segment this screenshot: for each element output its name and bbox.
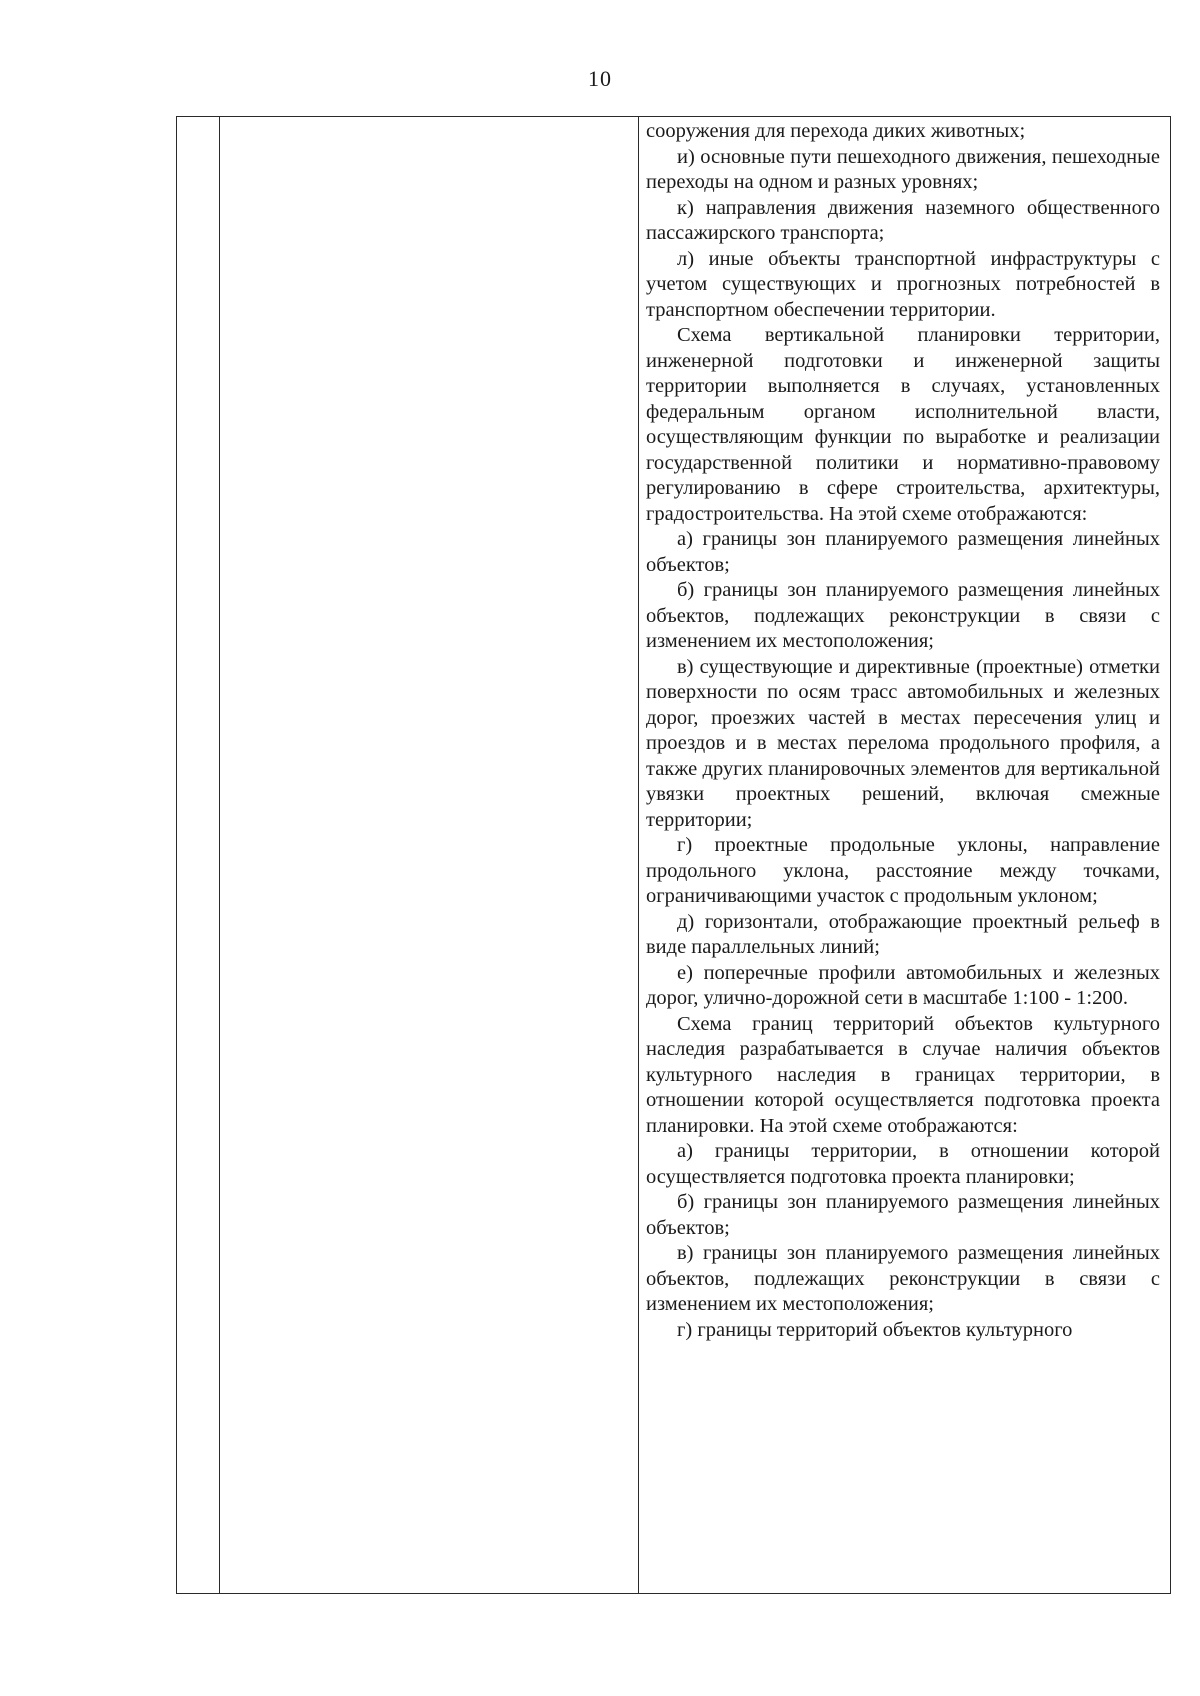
paragraph: д) горизонтали, отображающие проектный рельеф в виде параллельных линий; (646, 910, 1160, 958)
paragraph: сооружения для перехода диких животных; (646, 120, 1026, 142)
paragraph: в) существующие и директивные (проектные) отметки поверхности по осям трасс автомобильных и железных дорог, проезжих частей в местах пересечения улиц и проездов и в местах перелома продольного профиля, а также других планировочных элементов для вертикальной увязки проектных решений, включая смежные территории; (646, 655, 1160, 831)
paragraph: б) границы зон планируемого размещения линейных объектов, подлежащих реконструкции в связи с изменением их местоположения; (646, 579, 1160, 652)
paragraph: л) иные объекты транспортной инфраструктуры с учетом существующих и прогнозных потребностей в транспортном обеспечении территории. (646, 247, 1160, 321)
paragraph: Схема границ территорий объектов культурного наследия разрабатывается в случае наличия объектов культурного наследия в границах территории, в отношении которой осуществляется подготовка проекта планировки. На этой схеме отображаются: (646, 1012, 1160, 1137)
cell-text-body (639, 117, 1170, 1343)
paragraph: е) поперечные профили автомобильных и железных дорог, улично-дорожной сети в масштабе 1:100 - 1:200. (646, 961, 1160, 1009)
paragraph: к) направления движения наземного общественного пассажирского транспорта; (646, 196, 1160, 244)
table-cell-empty-a (177, 117, 220, 1594)
paragraph: г) проектные продольные уклоны, направление продольного уклона, расстояние между точками, ограничивающими участок с продольным уклоном; (646, 834, 1160, 907)
paragraph: Схема вертикальной планировки территории, инженерной подготовки и инженерной защиты территории выполняется в случаях, установленных федеральным органом исполнительной власти, осуществляющим функции по выработке и реализации государственной политики и нормативно-правовому регулированию в сфере строительства, архитектуры, градостроительства. На этой схеме отображаются: (646, 324, 1160, 525)
page-number: 10 (588, 66, 612, 91)
paragraph: и) основные пути пешеходного движения, пешеходные переходы на одном и разных уровнях; (646, 145, 1160, 193)
paragraph: а) границы зон планируемого размещения линейных объектов; (646, 528, 1160, 576)
table-row (177, 117, 1171, 1594)
paragraph: а) границы территории, в отношении которой осуществляется подготовка проекта планировки; (646, 1140, 1160, 1188)
table-cell-empty-b (220, 117, 639, 1594)
paragraph: г) границы территорий объектов культурного (677, 1318, 1073, 1341)
document-table (176, 116, 1171, 1594)
paragraph: б) границы зон планируемого размещения линейных объектов; (646, 1191, 1160, 1239)
paragraph: в) границы зон планируемого размещения линейных объектов, подлежащих реконструкции в связи с изменением их местоположения; (646, 1242, 1160, 1315)
table-cell-text (639, 117, 1171, 1594)
